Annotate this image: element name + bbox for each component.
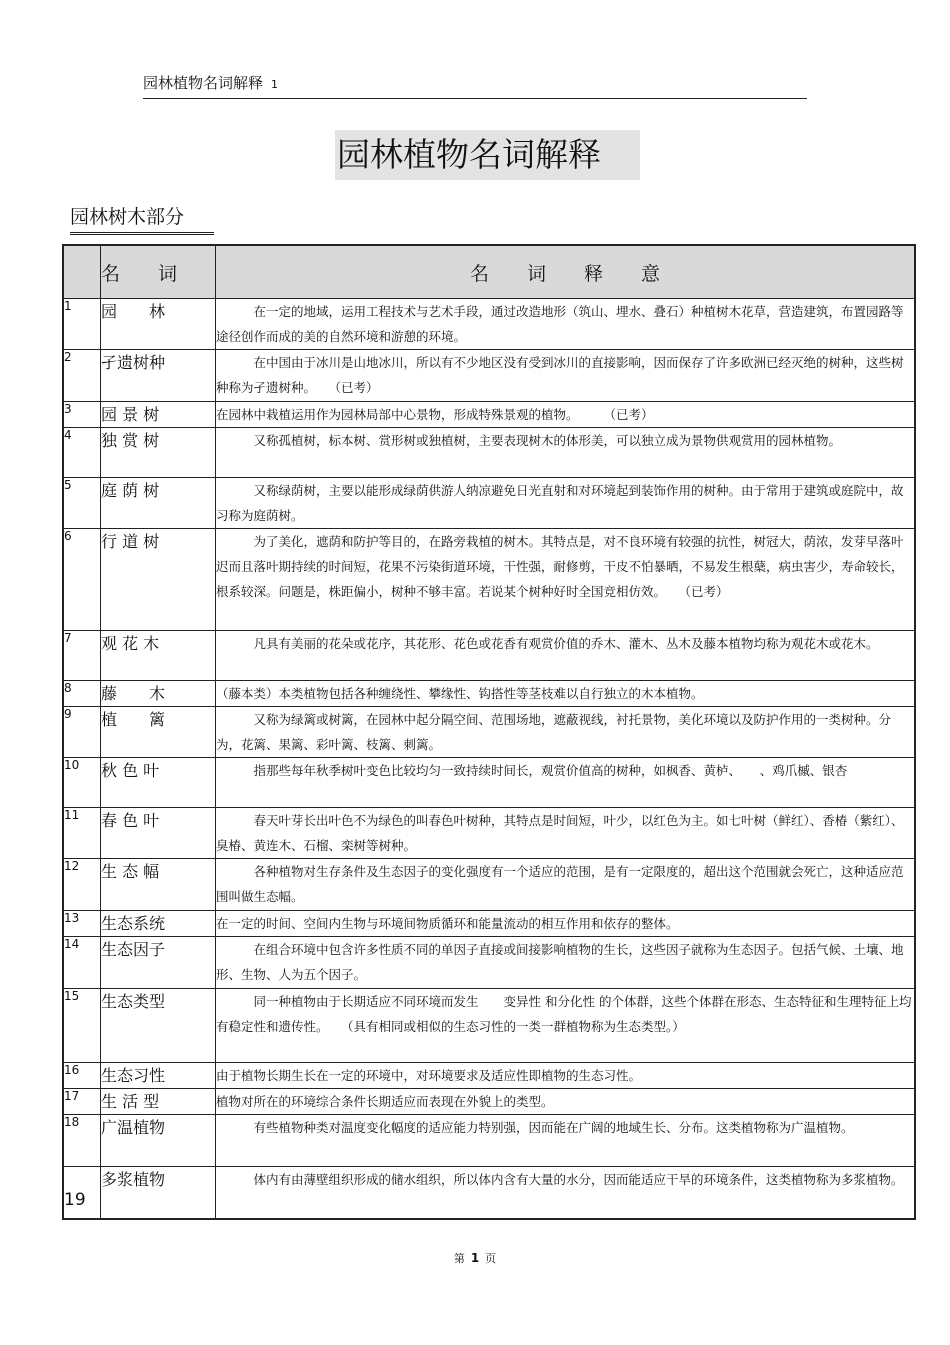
row-term: 独 赏 树 [101,428,216,478]
row-definition: 又称为绿篱或树篱，在园林中起分隔空间、范围场地，遮蔽视线，衬托景物，美化环境以及防护作用的一类树种。分为，花篱、果篱、彩叶篱、枝篱、刺篱。 [216,707,916,758]
running-header-page-num: 1 [271,78,279,91]
row-term: 观 花 木 [101,631,216,681]
table-row [63,911,915,937]
table-row [63,1115,915,1167]
row-definition: 由于植物长期生长在一定的环境中，对环境要求及适应性即植物的生态习性。 [216,1063,916,1089]
row-number: 4 [63,428,101,478]
table-row [63,681,915,707]
row-number: 8 [63,681,101,707]
row-number: 7 [63,631,101,681]
row-number: 19 [63,1167,101,1219]
row-term: 生态因子 [101,937,216,989]
row-term: 秋 色 叶 [101,758,216,808]
header-number-cell [63,245,101,299]
table-row [63,859,915,911]
table-row [63,631,915,681]
table-row [63,1089,915,1115]
row-term: 园 景 树 [101,402,216,428]
table-row [63,350,915,402]
row-number: 11 [63,808,101,859]
row-term: 藤 木 [101,681,216,707]
row-term: 孑遗树种 [101,350,216,402]
row-definition: 体内有由薄壁组织形成的储水组织，所以体内含有大量的水分，因而能适应干旱的环境条件，这类植物称为多浆植物。 [216,1167,916,1219]
row-number: 15 [63,989,101,1063]
row-term: 广温植物 [101,1115,216,1167]
row-number: 10 [63,758,101,808]
row-definition: 在一定的时间、空间内生物与环境间物质循环和能量流动的相互作用和依存的整体。 [216,911,916,937]
page-footer [0,1250,950,1266]
row-term: 植 篱 [101,707,216,758]
row-definition: 各种植物对生存条件及生态因子的变化强度有一个适应的范围，是有一定限度的，超出这个范围就会死亡，这种适应范围叫做生态幅。 [216,859,916,911]
footer-prefix: 第 [453,1252,465,1265]
row-definition: 又称孤植树，标本树、赏形树或独植树，主要表现树木的体形美，可以独立成为景物供观赏用的园林植物。 [216,428,916,478]
row-number: 13 [63,911,101,937]
row-term: 生 态 幅 [101,859,216,911]
table-row [63,529,915,631]
row-number: 6 [63,529,101,631]
row-number: 2 [63,350,101,402]
row-definition: （藤本类）本类植物包括各种缠绕性、攀缘性、钩搭性等茎枝难以自行独立的木本植物。 [216,681,916,707]
row-number: 3 [63,402,101,428]
table-row [63,1167,915,1219]
table-header-row [63,245,915,299]
running-header-text: 园林植物名词解释 [143,74,264,92]
glossary-table [62,244,916,1220]
row-definition: 指那些每年秋季树叶变色比较均匀一致持续时间长，观赏价值高的树种，如枫香、黄栌、 、鸡爪槭、银杏 [216,758,916,808]
row-number: 14 [63,937,101,989]
table-row [63,937,915,989]
table-row [63,808,915,859]
table-row [63,299,915,350]
table-row [63,989,915,1063]
table-row [63,758,915,808]
row-definition: 为了美化，遮荫和防护等目的，在路旁栽植的树木。其特点是，对不良环境有较强的抗性，树冠大，荫浓，发芽早落叶迟而且落叶期持续的时间短，花果不污染街道环境，干性强，耐修剪，干皮不怕暴晒，不易发生根蘖，病虫害少，寿命较长，根系较深。问题是，株距偏小，树种不够丰富。若说某个树种好时全国竞相仿效。 （已考） [216,529,916,631]
row-term: 春 色 叶 [101,808,216,859]
row-term: 生 活 型 [101,1089,216,1115]
row-term: 生态类型 [101,989,216,1063]
row-number: 17 [63,1089,101,1115]
row-definition: 在园林中栽植运用作为园林局部中心景物，形成特殊景观的植物。 （已考） [216,402,916,428]
row-definition: 凡具有美丽的花朵或花序，其花形、花色或花香有观赏价值的乔木、灌木、丛木及藤本植物均称为观花木或花木。 [216,631,916,681]
row-term: 多浆植物 [101,1167,216,1219]
row-term: 生态系统 [101,911,216,937]
row-definition: 春天叶芽长出叶色不为绿色的叫春色叶树种，其特点是时间短，叶少，以红色为主。如七叶树（鲜红）、香椿（紫红）、臭椿、黄连木、石榴、栾树等树种。 [216,808,916,859]
table-row [63,707,915,758]
row-number: 12 [63,859,101,911]
row-definition: 同一种植物由于长期适应不同环境而发生 变异性 和分化性 的个体群，这些个体群在形态、生态特征和生理特征上均有稳定性和遗传性。 （具有相同或相似的生态习性的一类一群植物称为生态类型。） [216,989,916,1063]
row-term: 行 道 树 [101,529,216,631]
row-number: 1 [63,299,101,350]
row-definition: 有些植物种类对温度变化幅度的适应能力特别强，因而能在广阔的地域生长、分布。这类植物称为广温植物。 [216,1115,916,1167]
row-number: 16 [63,1063,101,1089]
running-header [143,72,807,99]
row-definition: 在中国由于冰川是山地冰川，所以有不少地区没有受到冰川的直接影响，因而保存了许多欧洲已经灭绝的树种，这些树种称为孑遗树种。 （已考） [216,350,916,402]
header-definition-cell: 名 词 释 意 [216,245,916,299]
row-definition: 又称绿荫树，主要以能形成绿荫供游人纳凉避免日光直射和对环境起到装饰作用的树种。由于常用于建筑或庭院中，故习称为庭荫树。 [216,478,916,529]
section-heading: 园林树木部分 [70,202,214,235]
page-title: 园林植物名词解释 [335,130,640,180]
row-number: 9 [63,707,101,758]
table-row [63,478,915,529]
footer-suffix: 页 [485,1252,497,1265]
row-term: 园 林 [101,299,216,350]
row-definition: 植物对所在的环境综合条件长期适应而表现在外貌上的类型。 [216,1089,916,1115]
row-definition: 在组合环境中包含许多性质不同的单因子直接或间接影响植物的生长，这些因子就称为生态因子。包括气候、土壤、地形、生物、人为五个因子。 [216,937,916,989]
row-number: 5 [63,478,101,529]
table-row [63,402,915,428]
table-row [63,428,915,478]
header-term-cell: 名 词 [101,245,216,299]
footer-page-number: 1 [470,1251,480,1265]
row-definition: 在一定的地域，运用工程技术与艺术手段，通过改造地形（筑山、埋水、叠石）种植树木花草，营造建筑，布置园路等途径创作而成的美的自然环境和游憩的环境。 [216,299,916,350]
row-number: 18 [63,1115,101,1167]
table-body [63,299,915,1219]
row-term: 生态习性 [101,1063,216,1089]
row-term: 庭 荫 树 [101,478,216,529]
table-row [63,1063,915,1089]
